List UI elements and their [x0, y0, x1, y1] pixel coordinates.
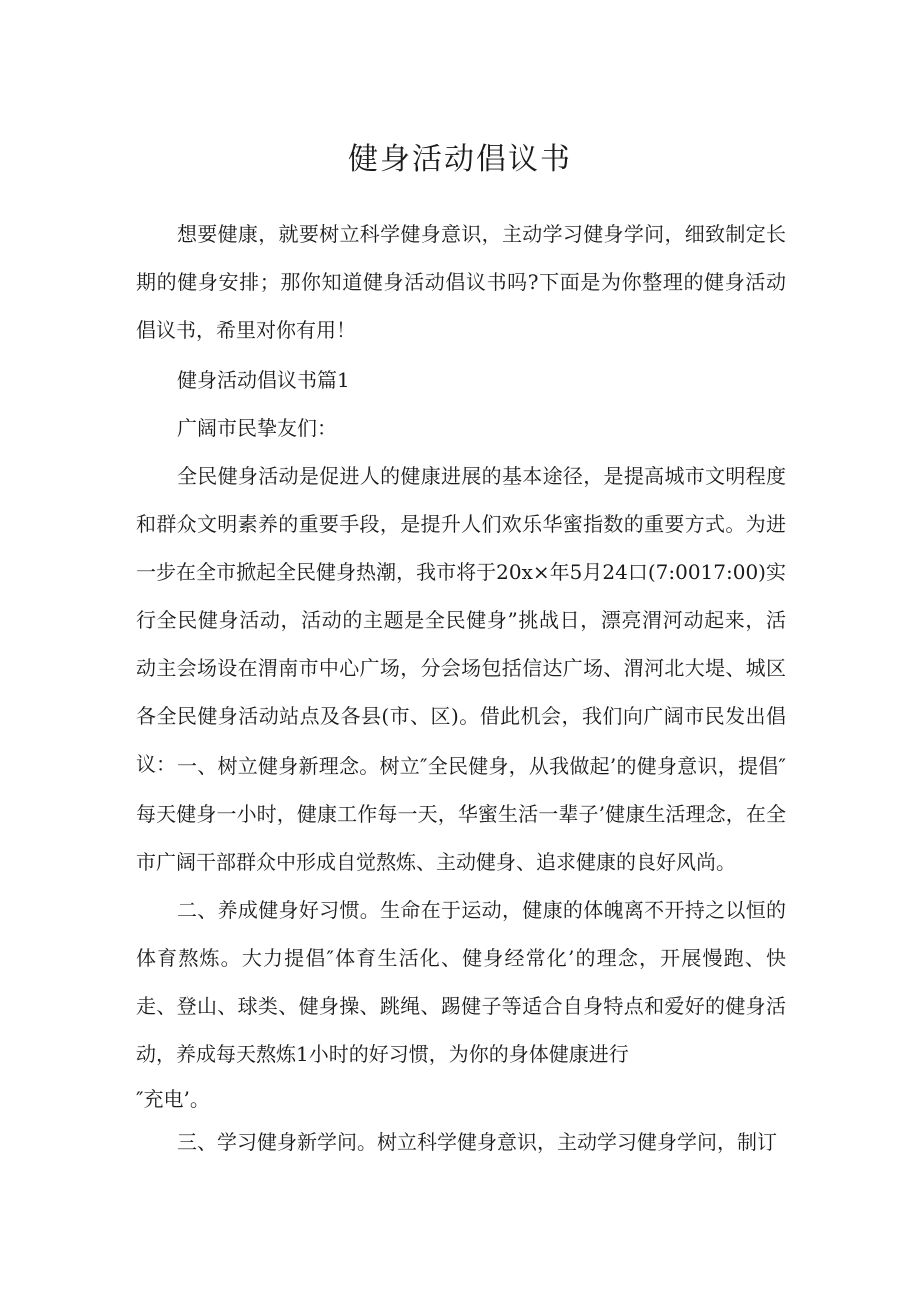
paragraph-3-tail: ″充电’。: [136, 1087, 210, 1111]
section-heading: 健身活动倡议书篇1: [177, 368, 350, 392]
document-title: 健身活动倡议书: [348, 142, 572, 177]
paragraph-4: 三、学习健身新学问。树立科学健身意识，主动学习健身学问，制订: [177, 1130, 777, 1154]
salutation: 广阔市民挚友们：: [177, 416, 337, 440]
paragraph-3: 二、养成健身好习惯。生命在于运动，健康的体魄离不开持之以恒的体育熬炼。大力提倡″体育生活化、健身经常化’的理念，开展慢跑、快走、登山、球类、健身操、跳绳、踢健子等适合自身特点和爱好的健身活动，养成每天熬炼1小时的好习惯，为你的身体健康进行: [136, 898, 786, 1066]
paragraph-2: 一、树立健身新理念。树立″全民健身，从我做起’的健身意识，提倡″每天健身一小时，健康工作每一天，华蜜生活一辈子’健康生活理念，在全市广阔干部群众中形成自觉熬炼、主动健身、追求健康的良好风尚。: [136, 754, 786, 874]
paragraph-1: 全民健身活动是促进人的健康进展的基本途径，是提高城市文明程度和群众文明素养的重要手段，是提升人们欢乐华蜜指数的重要方式。为进一步在全市掀起全民健身热潮，我市将于20x×年5月24口(7:0017:00)实行全民健身活动，活动的主题是全民健身”挑战日，漂亮渭河动起来，活动主会场设在渭南市中心广场，分会场包括信达广场、渭河北大堤、城区各全民健身活动站点及各县(市、区)。借此机会，我们向广阔市民发出倡议：: [136, 464, 786, 776]
intro-paragraph: 想要健康，就要树立科学健身意识，主动学习健身学问，细致制定长期的健身安排；那你知道健身活动倡议书吗?下面是为你整理的健身活动倡议书，希里对你有用！: [136, 222, 786, 342]
